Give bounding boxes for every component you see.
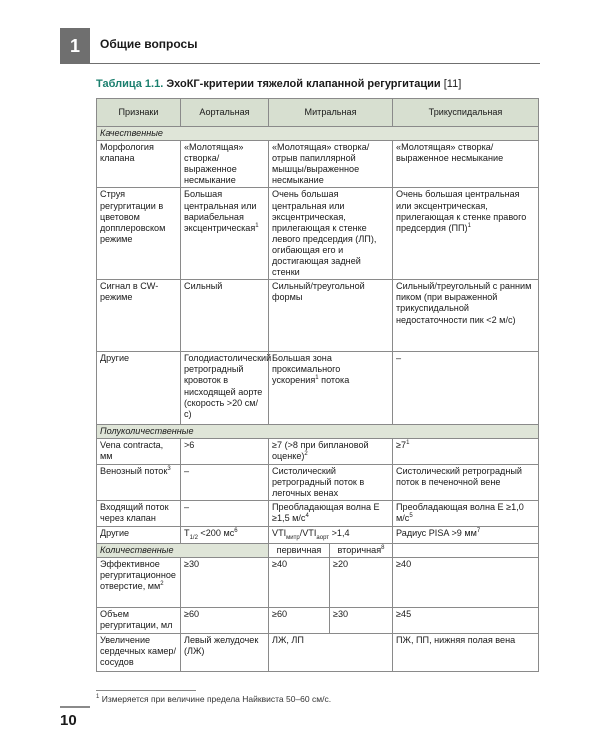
subscript: аорт <box>316 534 330 541</box>
cell-text: Эффективное регургитационное отверстие, мм <box>100 559 176 592</box>
quant-header-row <box>97 543 539 557</box>
table-row <box>97 439 539 464</box>
table-row <box>97 464 539 500</box>
footnote-ref: 3 <box>167 465 171 472</box>
table-header-row <box>97 99 539 127</box>
cell: Сильный/треугольной формы <box>269 280 393 352</box>
cell-text: /VTI <box>299 527 317 538</box>
cell: ≥30 <box>181 558 269 608</box>
cell: Сильный <box>181 280 269 352</box>
cell: – <box>393 352 539 425</box>
cell-text: >1,4 <box>329 527 350 538</box>
footnote <box>96 694 331 704</box>
footnote-ref: 2 <box>304 451 308 458</box>
chapter-title: Общие вопросы <box>100 37 198 51</box>
section-semiquantitative: Полуколичественные <box>97 425 539 439</box>
cell: ≥60 <box>269 608 330 634</box>
table-row <box>97 141 539 188</box>
chapter-divider <box>90 63 540 64</box>
footnote-ref: 4 <box>305 512 309 519</box>
cell: ≥40 <box>269 558 330 608</box>
cell <box>269 352 393 425</box>
cell: «Молотящая» створка/ отрыв папиллярной мышцы/выраженное несмыкание <box>269 141 393 188</box>
cell: ≥45 <box>393 608 539 634</box>
cell-text: Большая центральная или вариабельная эксцентрическая <box>184 189 257 233</box>
cell: «Молотящая» створка/выраженное несмыкание <box>181 141 269 188</box>
table-label: Таблица 1.1. <box>96 78 164 90</box>
cell-text: T <box>184 527 190 538</box>
cell: Другие <box>97 352 181 425</box>
cell <box>269 500 393 526</box>
footnote-ref: 1 <box>467 222 471 229</box>
cell <box>97 558 181 608</box>
cell: Голодиастолический ретроградный кровоток в нисходящей аорте (скорость >20 см/с) <box>181 352 269 425</box>
cell: Очень большая центральная или эксцентрическая, прилегающая к стенке левого предсердия (ЛП), огибающая его и достигающая задней стенки <box>269 188 393 280</box>
chapter-number: 1 <box>60 28 90 64</box>
table-title: ЭхоКГ-критерии тяжелой клапанной регургитации <box>163 78 441 90</box>
header-cell: Признаки <box>97 99 181 127</box>
cell <box>181 526 269 543</box>
cell <box>393 543 539 557</box>
footnote-ref: 7 <box>476 527 481 534</box>
cell: >6 <box>181 439 269 464</box>
footnote-ref: 1 <box>315 375 319 382</box>
cell: Струя регургитации в цветовом допплеровском режиме <box>97 188 181 280</box>
footnote-ref: 1 <box>255 222 259 229</box>
cell-text: потока <box>318 375 350 386</box>
cell <box>393 188 539 280</box>
cell <box>269 439 393 464</box>
footnote-mark: 1 <box>96 694 100 701</box>
footnote-text: Измеряется при величине предела Найквиста 50–60 см/с. <box>99 694 332 704</box>
cell: ≥60 <box>181 608 269 634</box>
cell-text: Венозный поток <box>100 465 168 476</box>
cell <box>97 464 181 500</box>
table-row <box>97 634 539 672</box>
cell: – <box>181 464 269 500</box>
section-quantitative: Количественные <box>97 543 269 557</box>
cell-text: VTI <box>272 527 287 538</box>
cell <box>393 439 539 464</box>
criteria-table <box>96 98 539 672</box>
table-caption <box>96 78 536 90</box>
table-reference: [11] <box>440 78 462 90</box>
cell: Сильный/треугольный с ранним пиком (при выраженной трикуспидальной недостаточности пик <2 м/с) <box>393 280 539 352</box>
subheader-primary: первичная <box>269 543 330 557</box>
cell: Vena contracta, мм <box>97 439 181 464</box>
header-cell: Митральная <box>269 99 393 127</box>
table-row <box>97 558 539 608</box>
cell <box>393 500 539 526</box>
table-row <box>97 500 539 526</box>
cell-text: ≥7 (>8 при биплановой оценке) <box>272 440 369 462</box>
cell: – <box>181 500 269 526</box>
cell: ≥30 <box>330 608 393 634</box>
cell: ≥40 <box>393 558 539 608</box>
cell-text: вторичная <box>337 545 382 555</box>
cell: Систолический ретроградный поток в печеночной вене <box>393 464 539 500</box>
table-row <box>97 608 539 634</box>
cell: Сигнал в CW-режиме <box>97 280 181 352</box>
cell: Другие <box>97 526 181 543</box>
cell: Входящий поток через клапан <box>97 500 181 526</box>
cell: «Молотящая» створка/выраженное несмыкание <box>393 141 539 188</box>
page-number-divider <box>60 706 90 708</box>
cell-text: <200 мс <box>197 527 235 538</box>
cell: ПЖ, ПП, нижняя полая вена <box>393 634 539 672</box>
footnote-ref: 5 <box>409 512 413 519</box>
cell <box>393 526 539 543</box>
cell: Систолический ретроградный поток в легочных венах <box>269 464 393 500</box>
footnote-ref: 8 <box>381 544 385 551</box>
table-row <box>97 352 539 425</box>
cell-text: Преобладающая волна Е ≥1,0 м/с <box>396 501 524 523</box>
footnote-ref: 1 <box>406 440 410 447</box>
footnote-divider <box>96 690 196 691</box>
cell: Увеличение сердечных камер/сосудов <box>97 634 181 672</box>
cell-text: Радиус PISA >9 мм <box>396 527 477 538</box>
cell <box>181 188 269 280</box>
subscript: 1/2 <box>189 534 198 541</box>
chapter-header <box>60 28 540 64</box>
subheader-secondary <box>330 543 393 557</box>
cell-text: Преобладающая волна Е ≥1,5 м/с <box>272 501 380 523</box>
cell: ≥20 <box>330 558 393 608</box>
section-qualitative: Качественные <box>97 127 539 141</box>
cell: ЛЖ, ЛП <box>269 634 393 672</box>
cell-text: ≥7 <box>396 440 407 451</box>
table-row <box>97 280 539 352</box>
header-cell: Аортальная <box>181 99 269 127</box>
cell-text: Большая зона проксимального ускорения <box>272 353 341 386</box>
cell: Объем регургитации, мл <box>97 608 181 634</box>
table-row <box>97 526 539 543</box>
header-cell: Трикуспидальная <box>393 99 539 127</box>
footnote-ref: 2 <box>160 581 164 588</box>
cell: Морфология клапана <box>97 141 181 188</box>
cell: Левый желудочек (ЛЖ) <box>181 634 269 672</box>
page-number: 10 <box>60 712 77 729</box>
subscript: митр <box>286 534 300 541</box>
footnote-ref: 6 <box>234 527 238 534</box>
table-row <box>97 188 539 280</box>
cell <box>269 526 393 543</box>
cell-text: Очень большая центральная или эксцентрическая, прилегающая к стенке правого предсердия (ПП) <box>396 189 527 233</box>
